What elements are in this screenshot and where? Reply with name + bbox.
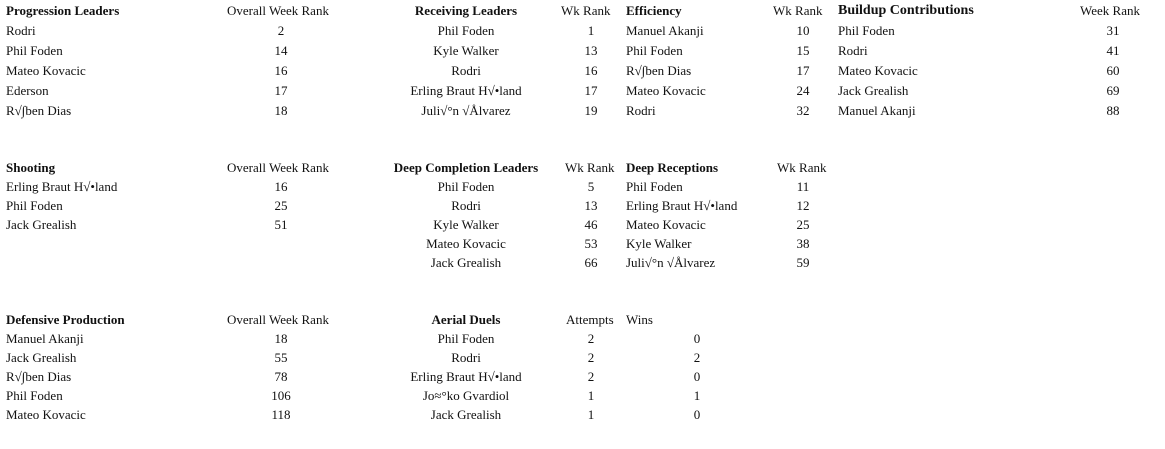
aerial-wins: 0 bbox=[693, 331, 701, 346]
defensive-rank: 18 bbox=[274, 331, 288, 346]
defensive-rank: 118 bbox=[271, 407, 291, 422]
deep-receptions-col-header: Wk Rank bbox=[777, 160, 827, 175]
receiving-title: Receiving Leaders bbox=[414, 3, 518, 18]
buildup-rank: 31 bbox=[1106, 23, 1120, 38]
receiving-name: Phil Foden bbox=[437, 23, 495, 38]
defensive-name: Manuel Akanji bbox=[6, 331, 84, 346]
receiving-rank: 16 bbox=[584, 63, 598, 78]
shooting-rank: 51 bbox=[274, 217, 288, 232]
buildup-rank: 60 bbox=[1106, 63, 1120, 78]
progression-name: Phil Foden bbox=[6, 43, 63, 58]
progression-title: Progression Leaders bbox=[6, 3, 120, 18]
deep-completion-rank: 5 bbox=[587, 179, 595, 194]
deep-receptions-name: Mateo Kovacic bbox=[626, 217, 706, 232]
efficiency-rank: 17 bbox=[796, 63, 810, 78]
deep-receptions-rank: 59 bbox=[796, 255, 810, 270]
efficiency-title: Efficiency bbox=[626, 3, 682, 18]
aerial-attempts: 2 bbox=[587, 350, 595, 365]
deep-receptions-rank: 11 bbox=[796, 179, 810, 194]
deep-receptions-name: Kyle Walker bbox=[626, 236, 692, 251]
deep-completion-col-header: Wk Rank bbox=[565, 160, 615, 175]
progression-rank: 16 bbox=[274, 63, 288, 78]
shooting-name: Phil Foden bbox=[6, 198, 63, 213]
receiving-rank: 17 bbox=[584, 83, 598, 98]
defensive-name: R√∫ben Dias bbox=[6, 369, 72, 384]
aerial-attempts: 1 bbox=[587, 388, 595, 403]
shooting-title: Shooting bbox=[6, 160, 56, 175]
receiving-name: Erling Braut H√•land bbox=[410, 83, 522, 98]
shooting-name: Jack Grealish bbox=[6, 217, 77, 232]
shooting-rank: 16 bbox=[274, 179, 288, 194]
deep-completion-name: Phil Foden bbox=[437, 179, 495, 194]
deep-receptions-rank: 38 bbox=[796, 236, 810, 251]
aerial-attempts: 2 bbox=[587, 331, 595, 346]
buildup-name: Rodri bbox=[838, 43, 868, 58]
efficiency-rank: 32 bbox=[796, 103, 810, 118]
shooting-rank: 25 bbox=[274, 198, 288, 213]
progression-rank: 14 bbox=[274, 43, 288, 58]
deep-completion-title: Deep Completion Leaders bbox=[393, 160, 539, 175]
defensive-title: Defensive Production bbox=[6, 312, 125, 327]
progression-name: Mateo Kovacic bbox=[6, 63, 86, 78]
progression-name: Rodri bbox=[6, 23, 36, 38]
deep-receptions-rank: 25 bbox=[796, 217, 810, 232]
aerial-attempts: 1 bbox=[587, 407, 595, 422]
efficiency-rank: 15 bbox=[796, 43, 810, 58]
receiving-name: Juli√°n √Ålvarez bbox=[421, 103, 511, 118]
buildup-title: Buildup Contributions bbox=[838, 3, 974, 18]
shooting-col-header: Overall Week Rank bbox=[227, 160, 329, 175]
buildup-name: Manuel Akanji bbox=[838, 103, 916, 118]
progression-col-header: Overall Week Rank bbox=[227, 3, 329, 18]
buildup-rank: 88 bbox=[1106, 103, 1120, 118]
aerial-name: Erling Braut H√•land bbox=[410, 369, 522, 384]
buildup-col-header: Week Rank bbox=[1080, 3, 1140, 18]
deep-receptions-name: Erling Braut H√•land bbox=[626, 198, 738, 213]
efficiency-name: Manuel Akanji bbox=[626, 23, 704, 38]
progression-rank: 18 bbox=[274, 103, 288, 118]
receiving-name: Rodri bbox=[451, 63, 481, 78]
defensive-name: Mateo Kovacic bbox=[6, 407, 86, 422]
deep-completion-rank: 13 bbox=[584, 198, 598, 213]
efficiency-name: Mateo Kovacic bbox=[626, 83, 706, 98]
aerial-title: Aerial Duels bbox=[431, 312, 501, 327]
aerial-col-wins: Wins bbox=[626, 312, 653, 327]
shooting-name: Erling Braut H√•land bbox=[6, 179, 118, 194]
deep-receptions-name: Phil Foden bbox=[626, 179, 683, 194]
efficiency-rank: 10 bbox=[796, 23, 810, 38]
aerial-col-attempts: Attempts bbox=[566, 312, 614, 327]
progression-name: Ederson bbox=[6, 83, 49, 98]
receiving-name: Kyle Walker bbox=[433, 43, 499, 58]
deep-completion-name: Jack Grealish bbox=[430, 255, 502, 270]
deep-completion-rank: 46 bbox=[584, 217, 598, 232]
deep-receptions-title: Deep Receptions bbox=[626, 160, 719, 175]
receiving-col-header: Wk Rank bbox=[561, 3, 611, 18]
defensive-name: Jack Grealish bbox=[6, 350, 77, 365]
deep-completion-rank: 53 bbox=[584, 236, 598, 251]
deep-completion-name: Kyle Walker bbox=[433, 217, 499, 232]
aerial-wins: 0 bbox=[693, 407, 701, 422]
efficiency-name: R√∫ben Dias bbox=[626, 63, 692, 78]
defensive-rank: 106 bbox=[271, 388, 291, 403]
aerial-name: Jo≈°ko Gvardiol bbox=[422, 388, 510, 403]
aerial-attempts: 2 bbox=[587, 369, 595, 384]
buildup-name: Phil Foden bbox=[838, 23, 895, 38]
aerial-wins: 2 bbox=[693, 350, 701, 365]
efficiency-name: Rodri bbox=[626, 103, 656, 118]
defensive-rank: 78 bbox=[274, 369, 288, 384]
receiving-rank: 13 bbox=[584, 43, 598, 58]
aerial-name: Rodri bbox=[451, 350, 481, 365]
aerial-name: Jack Grealish bbox=[430, 407, 502, 422]
deep-completion-name: Mateo Kovacic bbox=[426, 236, 506, 251]
buildup-rank: 69 bbox=[1106, 83, 1120, 98]
efficiency-name: Phil Foden bbox=[626, 43, 683, 58]
aerial-wins: 0 bbox=[693, 369, 701, 384]
defensive-rank: 55 bbox=[274, 350, 288, 365]
buildup-rank: 41 bbox=[1106, 43, 1120, 58]
defensive-name: Phil Foden bbox=[6, 388, 63, 403]
deep-completion-rank: 66 bbox=[584, 255, 598, 270]
deep-completion-name: Rodri bbox=[451, 198, 481, 213]
efficiency-col-header: Wk Rank bbox=[773, 3, 823, 18]
progression-rank: 2 bbox=[277, 23, 285, 38]
progression-name: R√∫ben Dias bbox=[6, 103, 72, 118]
deep-receptions-name: Juli√°n √Ålvarez bbox=[626, 255, 716, 270]
aerial-name: Phil Foden bbox=[437, 331, 495, 346]
buildup-name: Mateo Kovacic bbox=[838, 63, 918, 78]
receiving-rank: 19 bbox=[584, 103, 598, 118]
progression-rank: 17 bbox=[274, 83, 288, 98]
deep-receptions-rank: 12 bbox=[796, 198, 810, 213]
efficiency-rank: 24 bbox=[796, 83, 810, 98]
aerial-wins: 1 bbox=[693, 388, 701, 403]
defensive-col-header: Overall Week Rank bbox=[227, 312, 329, 327]
buildup-name: Jack Grealish bbox=[838, 83, 909, 98]
receiving-rank: 1 bbox=[587, 23, 595, 38]
